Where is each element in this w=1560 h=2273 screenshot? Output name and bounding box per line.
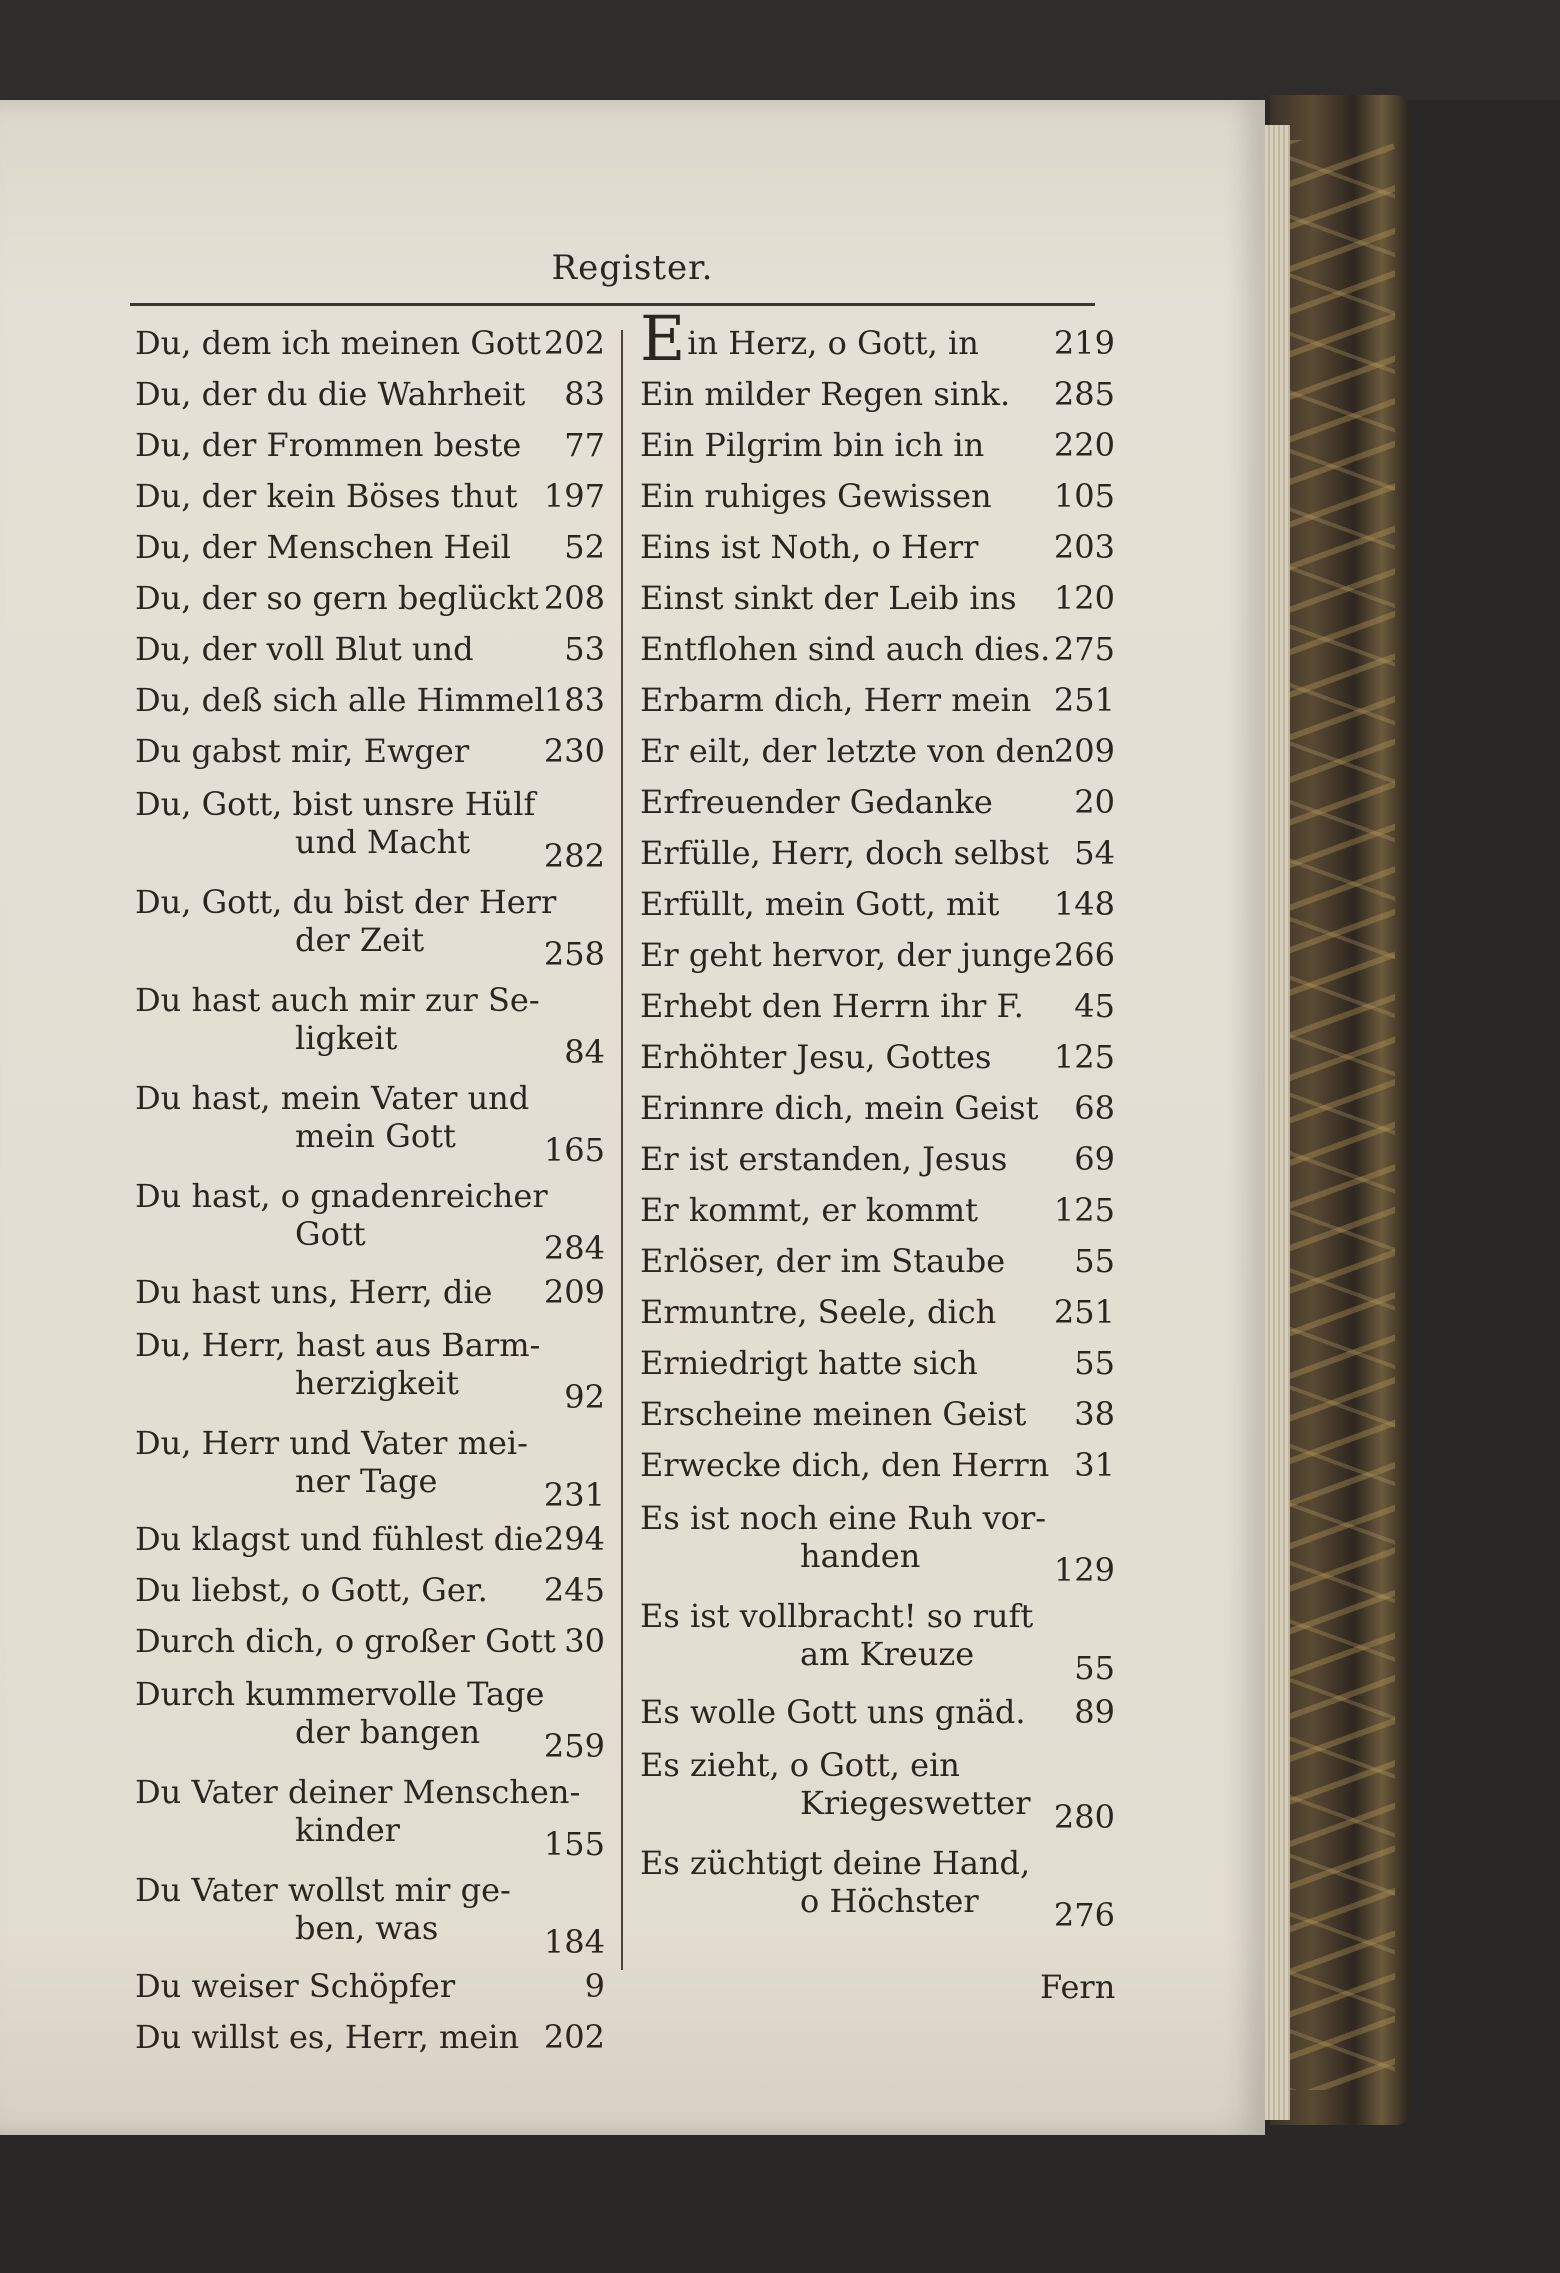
column-divider: [621, 330, 623, 1970]
index-entry: Ein Pilgrim bin ich in 220: [640, 426, 1115, 464]
index-entry: Du, Herr, hast aus Barm- herzigkeit 92: [135, 1326, 605, 1416]
index-entry: Du, Gott, du bist der Herr der Zeit 258: [135, 883, 605, 973]
index-entry: Du, deß sich alle Himmel 183: [135, 681, 605, 719]
index-entry: Erinnre dich, mein Geist 68: [640, 1089, 1115, 1127]
index-entry: Es zieht, o Gott, ein Kriegeswetter 280: [640, 1746, 1115, 1836]
index-entry: Eins ist Noth, o Herr 203: [640, 528, 1115, 566]
index-entry: Ein Herz, o Gott, in 219: [640, 302, 1115, 375]
index-entry: Du weiser Schöpfer 9: [135, 1967, 605, 2005]
index-entry: Ein ruhiges Gewissen 105: [640, 477, 1115, 515]
index-entry: Du, der du die Wahrheit 83: [135, 375, 605, 413]
index-entry: Es züchtigt deine Hand, o Höchster 276: [640, 1844, 1115, 1934]
index-entry: Du Vater wollst mir ge- ben, was 184: [135, 1871, 605, 1961]
index-entry: Du gabst mir, Ewger 230: [135, 732, 605, 770]
index-entry: Du, der kein Böses thut 197: [135, 477, 605, 515]
catchword: Fern: [1040, 1968, 1116, 2006]
index-entry: Durch kummervolle Tage der bangen 259: [135, 1675, 605, 1765]
index-entry: Du klagst und fühlest die 294: [135, 1520, 605, 1558]
index-entry: Du, der Frommen beste 77: [135, 426, 605, 464]
index-entry: Erfülle, Herr, doch selbst 54: [640, 834, 1115, 872]
index-entry: Er geht hervor, der junge 266: [640, 936, 1115, 974]
index-entry: Er eilt, der letzte von den 209: [640, 732, 1115, 770]
index-entry: Du hast, mein Vater und mein Gott 165: [135, 1079, 605, 1169]
index-entry: Ein milder Regen sink. 285: [640, 375, 1115, 413]
index-entry: Du, dem ich meinen Gott 202: [135, 324, 605, 362]
index-entry: Erlöser, der im Staube 55: [640, 1242, 1115, 1280]
header-rule: [130, 303, 1095, 306]
running-header: Register.: [551, 248, 714, 288]
right-column: [640, 302, 1115, 1934]
cover-ornament: [1285, 140, 1395, 2090]
index-entry: Es wolle Gott uns gnäd. 89: [640, 1693, 1115, 1731]
index-entry: Es ist noch eine Ruh vor- handen 129: [640, 1499, 1115, 1589]
index-entry: Erscheine meinen Geist 38: [640, 1395, 1115, 1433]
index-entry: Einst sinkt der Leib ins 120: [640, 579, 1115, 617]
index-entry: Entflohen sind auch dies. 275: [640, 630, 1115, 668]
index-entry: Du, der so gern beglückt 208: [135, 579, 605, 617]
index-entry: Du hast, o gnadenreicher Gott 284: [135, 1177, 605, 1267]
index-entry: Erwecke dich, den Herrn 31: [640, 1446, 1115, 1484]
index-entry: Du, der Menschen Heil 52: [135, 528, 605, 566]
index-entry: Er ist erstanden, Jesus 69: [640, 1140, 1115, 1178]
background-top: [0, 0, 1560, 100]
index-entry: Du Vater deiner Menschen- kinder 155: [135, 1773, 605, 1863]
index-entry: Erfreuender Gedanke 20: [640, 783, 1115, 821]
index-entry: Erhöhter Jesu, Gottes 125: [640, 1038, 1115, 1076]
left-column: [135, 318, 605, 2063]
index-entry: Erniedrigt hatte sich 55: [640, 1344, 1115, 1382]
index-entry: Du, Herr und Vater mei- ner Tage 231: [135, 1424, 605, 1514]
index-entry: Erbarm dich, Herr mein 251: [640, 681, 1115, 719]
index-entry: Du, der voll Blut und 53: [135, 630, 605, 668]
index-entry: Erfüllt, mein Gott, mit 148: [640, 885, 1115, 923]
index-entry: Er kommt, er kommt 125: [640, 1191, 1115, 1229]
index-entry: Du willst es, Herr, mein 202: [135, 2018, 605, 2056]
drop-cap: E: [640, 302, 686, 375]
index-entry: Es ist vollbracht! so ruft am Kreuze 55: [640, 1597, 1115, 1687]
index-entry: Durch dich, o großer Gott 30: [135, 1622, 605, 1660]
index-entry: Ermuntre, Seele, dich 251: [640, 1293, 1115, 1331]
index-entry: Du, Gott, bist unsre Hülf und Macht 282: [135, 785, 605, 875]
index-entry: Erhebt den Herrn ihr F. 45: [640, 987, 1115, 1025]
index-entry: Du hast uns, Herr, die 209: [135, 1273, 605, 1311]
index-entry: Du hast auch mir zur Se- ligkeit 84: [135, 981, 605, 1071]
index-entry: Du liebst, o Gott, Ger. 245: [135, 1571, 605, 1609]
